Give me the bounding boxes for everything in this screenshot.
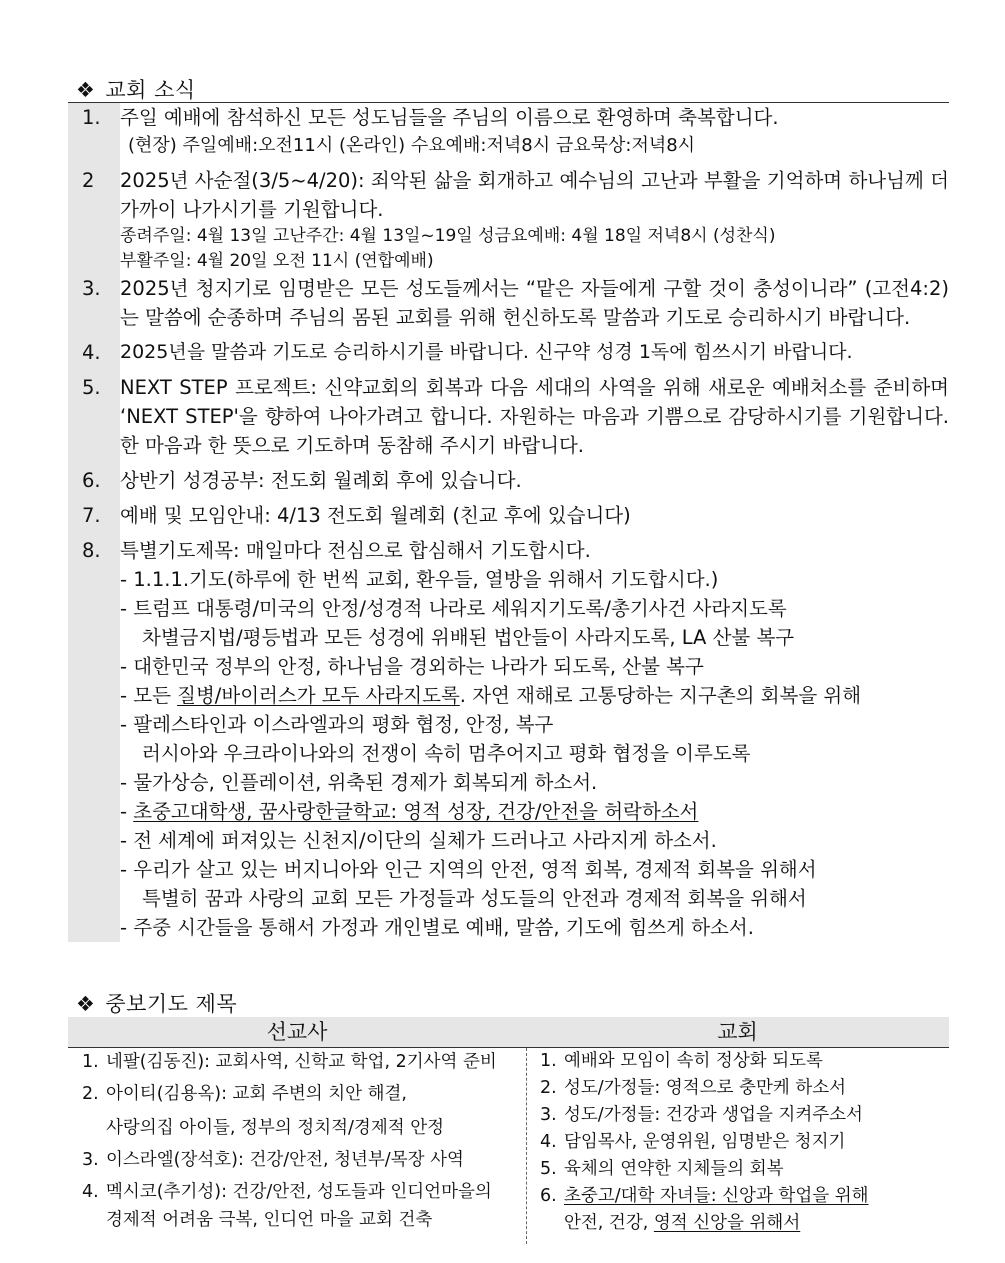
news-list	[68, 103, 949, 942]
church-column-header: 교회	[717, 1020, 758, 1044]
list-item: 4. 멕시코(추기성): 건강/안전, 성도들과 인디언마을의 경제적 어려움 극복, 인디언 마을 교회 건축	[82, 1182, 492, 1230]
list-item: 3. 성도/가정들: 건강과 생업을 지켜주소서	[540, 1105, 863, 1125]
list-item: 5. 육체의 연약한 지체들의 회복	[540, 1159, 784, 1179]
diamond-bullet-icon: ❖	[76, 78, 96, 102]
intercession-section-title: ❖ 중보기도 제목	[76, 992, 238, 1016]
prayer-list: 특별기도제목: 매일마다 전심으로 합심해서 기도합시다. - 1.1.1.기도(하루에 한 번씩 교회, 환우들, 열방을 위해서 기도합시다.) - 트럼프 대통령/미국의 안정/성경적 나라로 세워지기도록/총기사건 사라지도록 차별금지법/평등법과 모든 성경에 위배된 법안들이 사라지도록, LA 산불 복구 - 대한민국 정부의 안정, 하나님을 경외하는 나라가 되도록, 산불 복구 - 모든 질병/바이러스가 모두 사라지도록. 자연 재해로 고통당하는 지구촌의 회복을 위해 - 팔레스타인과 이스라엘과의 평화 협정, 안정, 복구 러시아와 우크라이나와의 전쟁이 속히 멈추어지고 평화 협정을 이루도록 - 물가상승, 인플레이션, 위축된 경제가 회복되게 하소서. - 초중고대학생, 꿈사랑한글학교: 영적 성장, 건강/안전을 허락하소서 - 전 세계에 퍼져있는 신천지/이단의 실체가 드러나고 사라지게 하소서. - 우리가 살고 있는 버지니아와 인근 지역의 안전, 영적 회복, 경제적 회복을 위해서 특별히 꿈과 사랑의 교회 모든 가정들과 성도들의 안전과 경제적 회복을 위해서 - 주중 시간들을 통해서 가정과 개인별로 예배, 말씀, 기도에 힘쓰게 하소서.	[120, 536, 949, 942]
news-item-6: 6. 상반기 성경공부: 전도회 월례회 후에 있습니다.	[68, 466, 949, 495]
prayer-line: - 1.1.1.기도(하루에 한 번씩 교회, 환우들, 열방을 위해서 기도합시다.)	[120, 568, 719, 591]
list-item: 4. 담임목사, 운영위원, 임명받은 청지기	[540, 1132, 846, 1152]
news-item-4: 4. 2025년을 말씀과 기도로 승리하시기를 바랍니다. 신구약 성경 1독에 힘쓰시기 바랍니다.	[68, 338, 949, 367]
church-prayer-list	[540, 1048, 945, 1237]
prayer-line: - 팔레스타인과 이스라엘과의 평화 협정, 안정, 복구	[120, 713, 554, 736]
prayer-line: - 주중 시간들을 통해서 가정과 개인별로 예배, 말씀, 기도에 힘쓰게 하소서.	[120, 916, 754, 939]
list-item: 2. 성도/가정들: 영적으로 충만케 하소서	[540, 1078, 847, 1098]
missionary-prayer-list	[82, 1048, 522, 1234]
news-item-3: 3. 2025년 청지기로 임명받은 모든 성도들께서는 “맡은 자들에게 구할 것이 충성이니라” (고전4:2)는 말씀에 순종하며 주님의 몸된 교회를 위해 헌신하도록 말씀과 기도로 승리하시기 바랍니다.	[68, 274, 949, 332]
prayer-line: - 전 세계에 퍼져있는 신천지/이단의 실체가 드러나고 사라지게 하소서.	[120, 829, 717, 852]
prayer-line: - 트럼프 대통령/미국의 안정/성경적 나라로 세워지기도록/총기사건 사라지도록	[120, 597, 787, 620]
prayer-line: - 물가상승, 인플레이션, 위축된 경제가 회복되게 하소서.	[120, 771, 598, 794]
prayer-line: 특별히 꿈과 사랑의 교회 모든 가정들과 성도들의 안전과 경제적 회복을 위해서	[142, 887, 807, 910]
diamond-bullet-icon: ❖	[76, 992, 96, 1016]
intercession-header-row	[68, 1017, 949, 1048]
news-item-8: 8. 특별기도제목: 매일마다 전심으로 합심해서 기도합시다. - 1.1.1.기도(하루에 한 번씩 교회, 환우들, 열방을 위해서 기도합시다.) - 트럼프 대통령/미국의 안정/성경적 나라로 세워지기도록/총기사건 사라지도록 차별금지법/평등법과 모든 성경에 위배된 법안들이 사라지도록, LA 산불 복구 - 대한민국 정부의 안정, 하나님을 경외하는 나라가 되도록, 산불 복구 - 모든 질병/바이러스가 모두 사라지도록. 자연 재해로 고통당하는 지구촌의 회복을 위해 - 팔레스타인과 이스라엘과의 평화 협정, 안정, 복구 러시아와 우크라이나와의 전쟁이 속히 멈추어지고 평화 협정을 이루도록 - 물가상승, 인플레이션, 위축된 경제가 회복되게 하소서. - 초중고대학생, 꿈사랑한글학교: 영적 성장, 건강/안전을 허락하소서 - 전 세계에 퍼져있는 신천지/이단의 실체가 드러나고 사라지게 하소서. - 우리가 살고 있는 버지니아와 인근 지역의 안전, 영적 회복, 경제적 회복을 위해서 특별히 꿈과 사랑의 교회 모든 가정들과 성도들의 안전과 경제적 회복을 위해서 - 주중 시간들을 통해서 가정과 개인별로 예배, 말씀, 기도에 힘쓰게 하소서.	[68, 536, 949, 942]
news-item-1: 1. 주일 예배에 참석하신 모든 성도님들을 주님의 이름으로 환영하며 축복합니다. (현장) 주일예배:오전11시 (온라인) 수요예배:저녁8시 금요묵상:저녁8시	[68, 103, 949, 160]
prayer-line: 차별금지법/평등법과 모든 성경에 위배된 법안들이 사라지도록, LA 산불 복구	[142, 626, 795, 649]
list-item: 2. 아이티(김용옥): 교회 주변의 치안 해결, 사랑의집 아이들, 정부의 정치적/경제적 안정	[82, 1084, 444, 1138]
column-divider	[526, 1048, 527, 1244]
missionary-column-header: 선교사	[266, 1020, 328, 1044]
prayer-line: 러시아와 우크라이나와의 전쟁이 속히 멈추어지고 평화 협정을 이루도록	[142, 742, 751, 765]
news-item-2: 2 2025년 사순절(3/5~4/20): 죄악된 삶을 회개하고 예수님의 고난과 부활을 기억하며 하나님께 더 가까이 나가시기를 기원합니다. 종려주일: 4월 13일 고난주간: 4월 13일~19일 성금요예배: 4월 18일 저녁8시 (성찬식) 부활주일: 4월 20일 오전 11시 (연합예배)	[68, 166, 949, 274]
list-item: 1. 네팔(김동진): 교회사역, 신학교 학업, 2기사역 준비	[82, 1052, 497, 1072]
prayer-line: - 대한민국 정부의 안정, 하나님을 경외하는 나라가 되도록, 산불 복구	[120, 655, 704, 678]
news-item-5: 5. NEXT STEP 프로젝트: 신약교회의 회복과 다음 세대의 사역을 위해 새로운 예배처소를 준비하며 ‘NEXT STEP'을 향하여 나아가려고 합니다. 자원하는 마음과 기쁨으로 감당하시기를 기원합니다. 한 마음과 한 뜻으로 기도하며 동참해 주시기 바랍니다.	[68, 373, 949, 460]
list-item: 1. 예배와 모임이 속히 정상화 되도록	[540, 1051, 823, 1071]
prayer-line: - 모든 질병/바이러스가 모두 사라지도록. 자연 재해로 고통당하는 지구촌의 회복을 위해	[120, 684, 862, 707]
prayer-line: - 우리가 살고 있는 버지니아와 인근 지역의 안전, 영적 회복, 경제적 회복을 위해서	[120, 858, 817, 881]
list-item: 3. 이스라엘(장석호): 건강/안전, 청년부/목장 사역	[82, 1150, 464, 1170]
prayer-line: - 초중고대학생, 꿈사랑한글학교: 영적 성장, 건강/안전을 허락하소서	[120, 800, 699, 823]
news-section-title: ❖ 교회 소식	[76, 78, 196, 102]
news-item-7: 7. 예배 및 모임안내: 4/13 전도회 월례회 (친교 후에 있습니다)	[68, 501, 949, 530]
list-item: 6. 초중고/대학 자녀들: 신앙과 학업을 위해 안전, 건강, 영적 신앙을 위해서	[540, 1186, 869, 1233]
